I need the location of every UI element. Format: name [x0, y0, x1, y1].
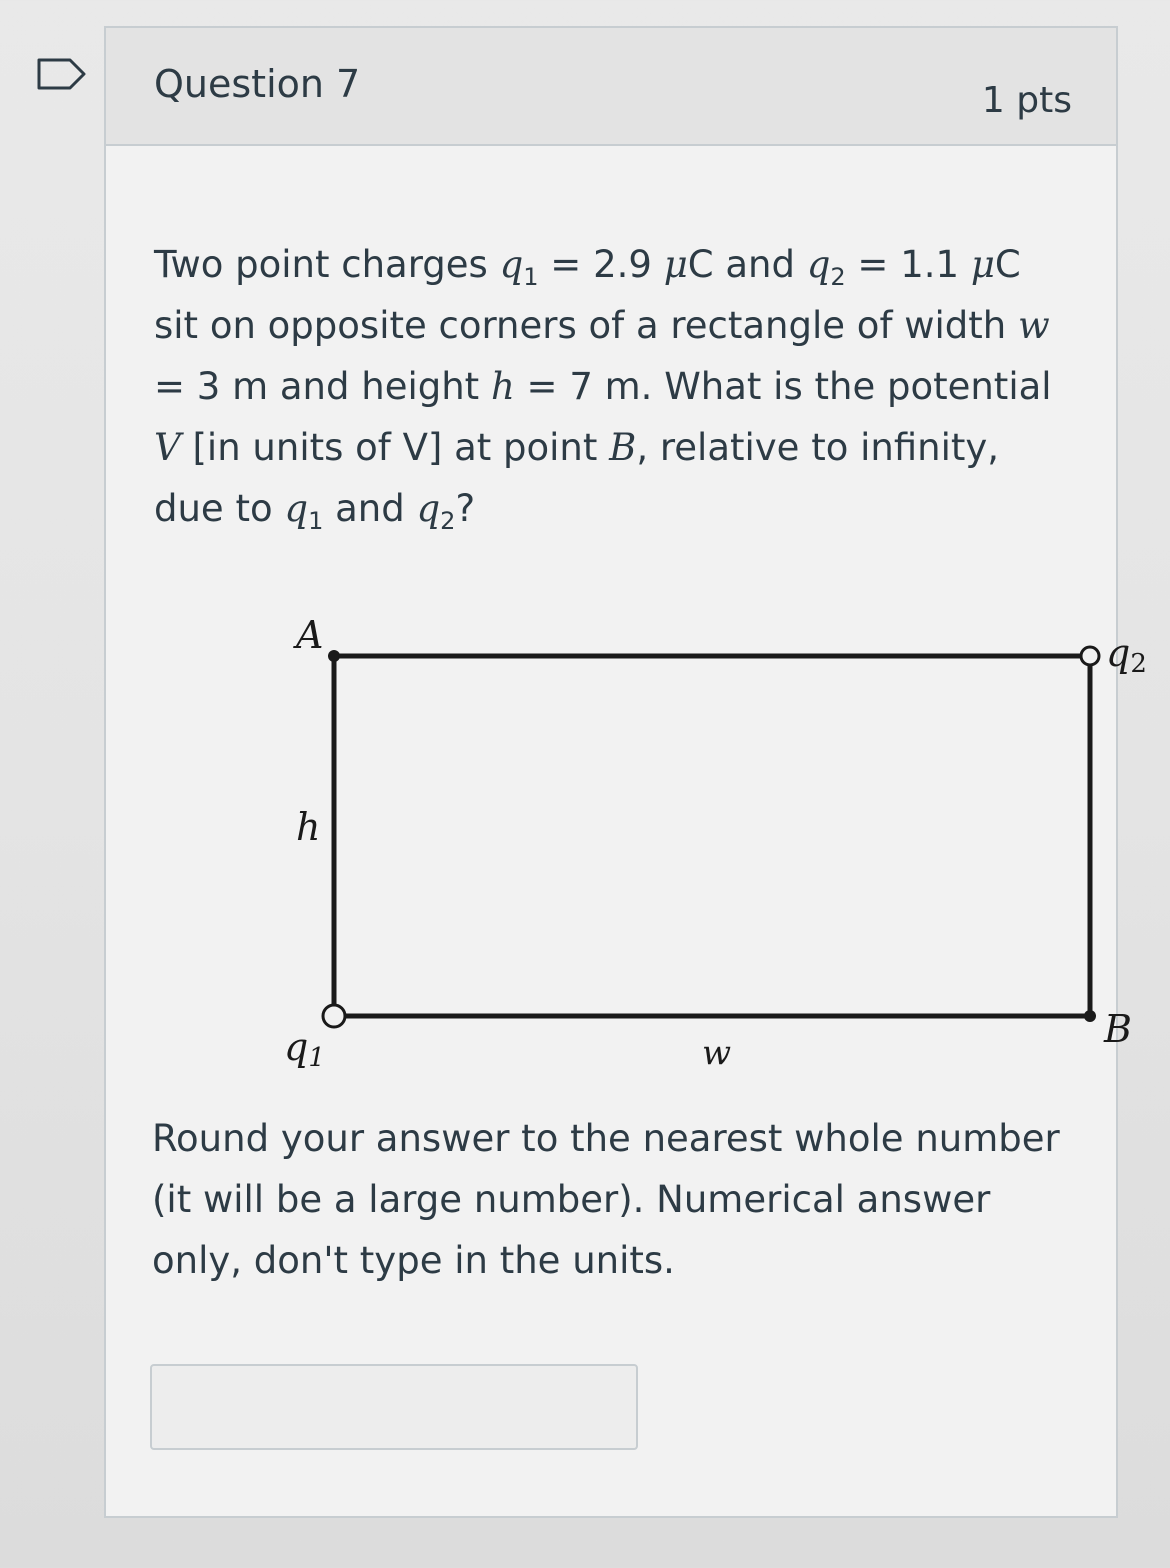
text-part: , relative to infinity, due to	[154, 426, 1000, 530]
charge-q1-marker	[323, 1005, 345, 1027]
var-q1-subscript: 1	[523, 263, 539, 291]
var-q1: q	[284, 487, 309, 530]
var-w: w	[1017, 304, 1050, 347]
mu-symbol: μ	[970, 243, 995, 286]
text-part: [in units of V] at point	[180, 426, 610, 469]
var-q2-subscript: 2	[830, 263, 846, 291]
text-part: = 1.1	[845, 243, 971, 286]
var-q1: q	[499, 243, 524, 286]
label-q1	[284, 1025, 325, 1073]
var-h: h	[490, 365, 515, 408]
rectangle-diagram	[256, 600, 1170, 1090]
question-points: 1 pts	[981, 80, 1072, 121]
question-header	[106, 28, 1116, 146]
point-a	[328, 650, 340, 662]
question-title: Question 7	[154, 62, 361, 106]
rectangle	[334, 656, 1090, 1016]
label-b: B	[1104, 1007, 1132, 1051]
text-part: C sit on opposite corners of a rectangle of width	[154, 243, 1021, 347]
label-q2-subscript: 2	[1130, 649, 1147, 679]
question-card	[104, 26, 1147, 1518]
label-q1-letter: q	[284, 1025, 309, 1069]
var-v: V	[154, 426, 181, 469]
text-part: = 3 m and height	[154, 365, 491, 408]
label-q1-subscript: 1	[308, 1043, 325, 1073]
flag-icon[interactable]	[36, 56, 88, 92]
text-part: and	[323, 487, 417, 530]
var-q2: q	[806, 243, 831, 286]
text-part: = 2.9	[538, 243, 664, 286]
text-part: Two point charges	[154, 243, 500, 286]
var-q2-subscript: 2	[440, 507, 456, 535]
var-b: B	[609, 426, 637, 469]
label-a: A	[296, 613, 324, 657]
label-w: w	[702, 1033, 732, 1073]
answer-input[interactable]	[150, 1364, 638, 1450]
charge-q2-marker	[1081, 647, 1099, 665]
label-q2	[1106, 631, 1147, 679]
question-text	[154, 234, 1064, 539]
label-q2-letter: q	[1106, 631, 1131, 675]
var-q1-subscript: 1	[308, 507, 324, 535]
text-part: = 7 m. What is the potential	[514, 365, 1052, 408]
instructions-text: Round your answer to the nearest whole number (it will be a large number). Numerical answer only, don't type in the units.	[152, 1117, 1060, 1282]
var-q2: q	[416, 487, 441, 530]
text-part: ?	[455, 487, 476, 530]
label-h: h	[296, 805, 321, 849]
text-part: C and	[687, 243, 807, 286]
mu-symbol: μ	[663, 243, 688, 286]
point-b	[1084, 1010, 1096, 1022]
